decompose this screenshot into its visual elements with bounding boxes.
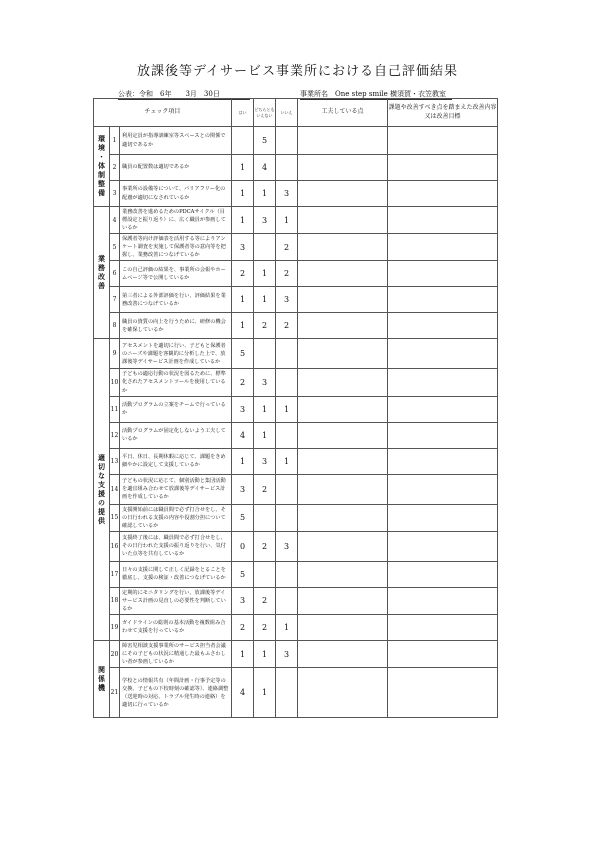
check-item-text: 保護者等向け評価表を活用する等によりアンケート調査を実施して保護者等の意向等を把握し、業務改善につなげているか	[120, 234, 232, 261]
page-title: 放課後等デイサービス事業所における自己評価結果	[136, 64, 459, 79]
header-issues: 課題や改善すべき点を踏まえた改善内容又は改善目標	[388, 99, 498, 127]
efforts-cell	[298, 504, 388, 531]
no-count	[276, 668, 298, 718]
no-count: 1	[276, 396, 298, 422]
issues-cell	[388, 155, 498, 181]
yes-count: 3	[232, 587, 254, 614]
item-number: 16	[110, 531, 120, 561]
neither-count	[254, 339, 276, 369]
no-count: 1	[276, 207, 298, 234]
neither-count: 3	[254, 369, 276, 396]
yes-count: 3	[232, 474, 254, 504]
neither-count	[254, 504, 276, 531]
efforts-cell	[298, 531, 388, 561]
efforts-cell	[298, 474, 388, 504]
no-count	[276, 155, 298, 181]
table-row	[94, 474, 498, 504]
efforts-cell	[298, 396, 388, 422]
check-item-text: 学校との情報共有（年間計画・行事予定等の交換、子どもの下校時刻の確認等）、連絡調整（送迎時の対応、トラブル発生時の連絡）を適切に行っているか	[120, 668, 232, 718]
check-item-text: ガイドラインの総則の基本活動を複数組み合わせて支援を行っているか	[120, 614, 232, 640]
neither-count: 1	[254, 668, 276, 718]
table-row	[94, 668, 498, 718]
efforts-cell	[298, 587, 388, 614]
issues-cell	[388, 339, 498, 369]
item-number: 14	[110, 474, 120, 504]
yes-count: 4	[232, 422, 254, 448]
no-count: 2	[276, 313, 298, 339]
table-body	[94, 127, 498, 718]
table-row	[94, 207, 498, 234]
item-number: 15	[110, 504, 120, 531]
table-row	[94, 181, 498, 207]
yes-count: 2	[232, 369, 254, 396]
table-row	[94, 369, 498, 396]
neither-count: 1	[254, 261, 276, 287]
group-label: 環境・体制整備	[94, 127, 110, 207]
check-item-text: 障害児相談支援事業所のサービス担当者会議にその子どもの状況に精通した最もふさわしい者が参画しているか	[120, 640, 232, 667]
issues-cell	[388, 668, 498, 718]
neither-count: 2	[254, 614, 276, 640]
issues-cell	[388, 313, 498, 339]
table-row	[94, 640, 498, 667]
issues-cell	[388, 448, 498, 474]
yes-count	[232, 127, 254, 155]
yes-count: 1	[232, 313, 254, 339]
check-item-text: 定期的にモニタリングを行い、放課後等デイサービス計画の見直しの必要性を判断しているか	[120, 587, 232, 614]
no-count: 3	[276, 640, 298, 667]
issues-cell	[388, 531, 498, 561]
item-number: 7	[110, 287, 120, 313]
issues-cell	[388, 287, 498, 313]
neither-count: 1	[254, 396, 276, 422]
yes-count: 1	[232, 448, 254, 474]
efforts-cell	[298, 181, 388, 207]
issues-cell	[388, 561, 498, 587]
table-row	[94, 531, 498, 561]
item-number: 19	[110, 614, 120, 640]
yes-count: 2	[232, 614, 254, 640]
check-item-text: 事業所の設備等について、バリアフリー化の配慮が適切になされているか	[120, 181, 232, 207]
issues-cell	[388, 261, 498, 287]
table-row	[94, 155, 498, 181]
no-count: 3	[276, 531, 298, 561]
neither-count: 4	[254, 155, 276, 181]
item-number: 12	[110, 422, 120, 448]
item-number: 6	[110, 261, 120, 287]
yes-count: 4	[232, 668, 254, 718]
yes-count: 3	[232, 234, 254, 261]
item-number: 5	[110, 234, 120, 261]
table-row	[94, 396, 498, 422]
item-number: 3	[110, 181, 120, 207]
efforts-cell	[298, 448, 388, 474]
item-number: 8	[110, 313, 120, 339]
yes-count: 5	[232, 504, 254, 531]
table-row	[94, 127, 498, 155]
efforts-cell	[298, 561, 388, 587]
no-count	[276, 504, 298, 531]
efforts-cell	[298, 127, 388, 155]
publication-date: 公表：令和 6年 3月 30日	[118, 89, 250, 100]
efforts-cell	[298, 261, 388, 287]
issues-cell	[388, 640, 498, 667]
yes-count: 0	[232, 531, 254, 561]
neither-count: 1	[254, 287, 276, 313]
neither-count: 2	[254, 587, 276, 614]
no-count: 1	[276, 448, 298, 474]
issues-cell	[388, 614, 498, 640]
check-item-text: 職員の配置数は適切であるか	[120, 155, 232, 181]
neither-count	[254, 561, 276, 587]
check-item-text: 第三者による外部評価を行い、評価結果を業務改善につなげているか	[120, 287, 232, 313]
neither-count: 2	[254, 474, 276, 504]
issues-cell	[388, 369, 498, 396]
yes-count: 1	[232, 155, 254, 181]
neither-count: 2	[254, 531, 276, 561]
table-row	[94, 587, 498, 614]
header-neither: どちらともいえない	[254, 99, 276, 127]
check-item-text: 活動プログラムの立案をチームで行っているか	[120, 396, 232, 422]
check-item-text: 業務改善を進めるためのPDCAサイクル（目標設定と振り返り）に、広く職員が参画しているか	[120, 207, 232, 234]
check-item-text: 平日、休日、長期休暇に応じて、課題をきめ細やかに設定して支援しているか	[120, 448, 232, 474]
group-label: 業務改善	[94, 207, 110, 339]
table-row	[94, 261, 498, 287]
yes-count: 1	[232, 181, 254, 207]
check-item-text: 日々の支援に関して正しく記録をとることを徹底し、支援の検証・改善につなげているか	[120, 561, 232, 587]
issues-cell	[388, 127, 498, 155]
yes-count: 1	[232, 640, 254, 667]
item-number: 2	[110, 155, 120, 181]
efforts-cell	[298, 155, 388, 181]
issues-cell	[388, 181, 498, 207]
neither-count: 5	[254, 127, 276, 155]
neither-count	[254, 234, 276, 261]
efforts-cell	[298, 313, 388, 339]
neither-count: 1	[254, 181, 276, 207]
no-count: 1	[276, 614, 298, 640]
neither-count: 2	[254, 313, 276, 339]
table-row	[94, 287, 498, 313]
table-row	[94, 561, 498, 587]
efforts-cell	[298, 640, 388, 667]
check-item-text: 子どもの適応行動の状況を図るために、標準化されたアセスメントツールを使用しているか	[120, 369, 232, 396]
issues-cell	[388, 504, 498, 531]
group-label: 適切な支援の提供	[94, 339, 110, 641]
no-count	[276, 561, 298, 587]
item-number: 13	[110, 448, 120, 474]
check-item-text: アセスメントを適切に行い、子どもと保護者のニーズや課題を客観的に分析した上で、放課後等デイサービス計画を作成しているか	[120, 339, 232, 369]
item-number: 1	[110, 127, 120, 155]
item-number: 21	[110, 668, 120, 718]
table-row	[94, 313, 498, 339]
efforts-cell	[298, 614, 388, 640]
header-yes: はい	[232, 99, 254, 127]
check-item-text: 活動プログラムが固定化しないよう工夫しているか	[120, 422, 232, 448]
table-row	[94, 448, 498, 474]
office-name: 事業所名 One step smile 横須賀・衣笠教室	[300, 89, 452, 100]
efforts-cell	[298, 234, 388, 261]
issues-cell	[388, 234, 498, 261]
neither-count: 1	[254, 422, 276, 448]
check-item-text: 支援開始前には職員間で必ず打合せをし、その日行われる支援の内容や役割分担について確認しているか	[120, 504, 232, 531]
efforts-cell	[298, 287, 388, 313]
neither-count: 3	[254, 448, 276, 474]
item-number: 17	[110, 561, 120, 587]
table-row	[94, 339, 498, 369]
efforts-cell	[298, 207, 388, 234]
item-number: 20	[110, 640, 120, 667]
efforts-cell	[298, 339, 388, 369]
no-count	[276, 587, 298, 614]
group-label: 関係機	[94, 640, 110, 717]
no-count	[276, 474, 298, 504]
table-row	[94, 504, 498, 531]
yes-count: 5	[232, 561, 254, 587]
no-count	[276, 369, 298, 396]
efforts-cell	[298, 668, 388, 718]
self-evaluation-table	[93, 98, 498, 718]
check-item-text: 職員の資質の向上を行うために、研修の機会を確保しているか	[120, 313, 232, 339]
no-count	[276, 422, 298, 448]
no-count: 2	[276, 234, 298, 261]
issues-cell	[388, 396, 498, 422]
table-row	[94, 234, 498, 261]
yes-count: 1	[232, 287, 254, 313]
efforts-cell	[298, 369, 388, 396]
issues-cell	[388, 422, 498, 448]
yes-count: 2	[232, 261, 254, 287]
yes-count: 5	[232, 339, 254, 369]
neither-count: 1	[254, 640, 276, 667]
table-row	[94, 422, 498, 448]
header-efforts: 工夫している点	[298, 99, 388, 127]
item-number: 10	[110, 369, 120, 396]
header-row	[94, 99, 498, 127]
item-number: 4	[110, 207, 120, 234]
neither-count: 3	[254, 207, 276, 234]
no-count	[276, 127, 298, 155]
no-count: 2	[276, 261, 298, 287]
item-number: 18	[110, 587, 120, 614]
no-count	[276, 339, 298, 369]
check-item-text: この自己評価の結果を、事業所の会報やホームページ等で公開しているか	[120, 261, 232, 287]
yes-count: 3	[232, 396, 254, 422]
yes-count: 1	[232, 207, 254, 234]
check-item-text: 支援終了後には、職員間で必ず打合せをし、その日行われた支援の振り返りを行い、気付いた点等を共有しているか	[120, 531, 232, 561]
issues-cell	[388, 474, 498, 504]
item-number: 9	[110, 339, 120, 369]
issues-cell	[388, 587, 498, 614]
issues-cell	[388, 207, 498, 234]
check-item-text: 利用定員が指導訓練室等スペースとの関係で適切であるか	[120, 127, 232, 155]
check-item-text: 子どもの状況に応じて、個別活動と集団活動を適宜組み合わせて放課後等デイサービス計画を作成しているか	[120, 474, 232, 504]
efforts-cell	[298, 422, 388, 448]
item-number: 11	[110, 396, 120, 422]
header-no: いいえ	[276, 99, 298, 127]
table-row	[94, 614, 498, 640]
no-count: 3	[276, 287, 298, 313]
no-count: 3	[276, 181, 298, 207]
header-check-item: チェック項目	[94, 99, 232, 127]
